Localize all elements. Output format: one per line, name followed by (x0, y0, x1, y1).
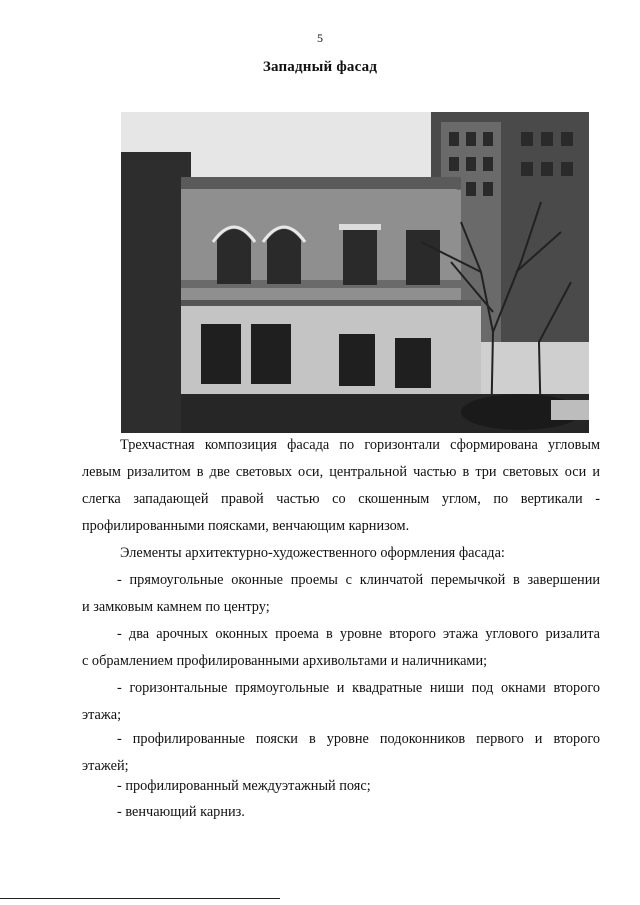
building-facade-photo (121, 112, 589, 433)
list-item: - венчающий карниз. (117, 804, 245, 820)
page-number: 5 (317, 31, 323, 45)
list-item-line: - горизонтальные прямоугольные и квадратные ниши под окнами второго (117, 680, 600, 696)
list-item-line: - прямоугольные оконные проемы с клинчатой перемычкой в завершении (117, 572, 600, 588)
footnote-divider (0, 898, 280, 899)
list-item-line: с обрамлением профилированными архивольтами и наличниками; (82, 653, 488, 669)
paragraph-line: профилированными поясками, венчающим карнизом. (82, 518, 410, 534)
paragraph-line: Трехчастная композиция фасада по горизонтали сформирована угловым (120, 437, 600, 453)
list-item-line: - профилированные пояски в уровне подоконников первого и второго (117, 731, 600, 747)
list-item-line: этажей; (82, 758, 129, 774)
list-item (82, 675, 600, 729)
list-item (82, 567, 600, 621)
paragraph-line: слегка западающей правой частью со скошенным углом, по вертикали - (82, 491, 600, 507)
elements-heading: Элементы архитектурно-художественного оформления фасада: (120, 545, 505, 561)
list-item: - профилированный междуэтажный пояс; (117, 778, 371, 794)
list-item (82, 621, 600, 675)
list-item-line: этажа; (82, 707, 122, 723)
list-item-line: и замковым камнем по центру; (82, 599, 270, 615)
list-item-line: - два арочных оконных проема в уровне второго этажа углового ризалита (117, 626, 600, 642)
page-title: Западный фасад (262, 59, 378, 75)
description-paragraph (82, 432, 600, 540)
paragraph-line: левым ризалитом в две световых оси, центральной частью в три световых оси и (82, 464, 600, 480)
list-item (82, 726, 600, 780)
